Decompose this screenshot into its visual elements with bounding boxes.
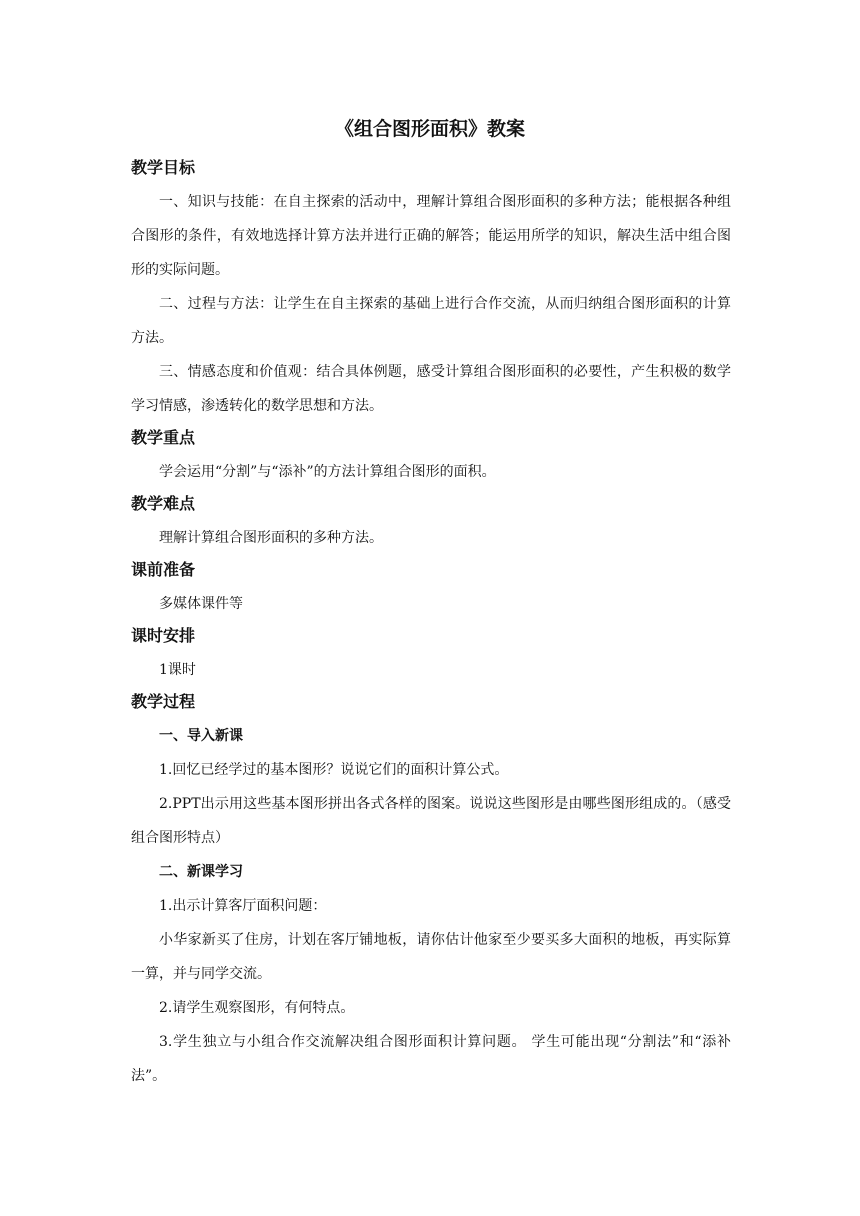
goal-paragraph-2: 二、过程与方法：让学生在自主探索的基础上进行合作交流，从而归纳组合图形面积的计算方法。 (131, 296, 731, 346)
process-part2-item-3: 2.请学生观察图形，有何特点。 (159, 1000, 355, 1016)
difficulty-paragraph: 理解计算组合图形面积的多种方法。 (159, 530, 383, 546)
schedule-paragraph: 1课时 (159, 662, 196, 678)
section-heading-key: 教学重点 (131, 428, 196, 447)
section-heading-process: 教学过程 (131, 692, 196, 711)
process-part2-item-4: 3.学生独立与小组合作交流解决组合图形面积计算问题。 学生可能出现“分割法”和“添补法”。 (131, 1034, 731, 1084)
prep-paragraph: 多媒体课件等 (159, 596, 243, 612)
section-heading-schedule: 课时安排 (131, 626, 196, 645)
process-subheading-2: 二、新课学习 (159, 864, 243, 880)
document-body (131, 153, 731, 1093)
process-part1-item-2: 2.PPT出示用这些基本图形拼出各式各样的图案。说说这些图形是由哪些图形组成的。（感受组合图形特点） (131, 796, 731, 846)
key-paragraph: 学会运用“分割”与“添补”的方法计算组合图形的面积。 (159, 464, 496, 480)
section-heading-goals: 教学目标 (131, 158, 196, 177)
process-part2-item-2: 小华家新买了住房，计划在客厅铺地板，请你估计他家至少要买多大面积的地板，再实际算一算，并与同学交流。 (131, 932, 731, 982)
goal-paragraph-3: 三、情感态度和价值观：结合具体例题，感受计算组合图形面积的必要性，产生积极的数学学习情感，渗透转化的数学思想和方法。 (131, 364, 731, 414)
process-part1-item-1: 1.回忆已经学过的基本图形？说说它们的面积计算公式。 (159, 762, 509, 778)
document-title: 《组合图形面积》教案 (334, 118, 525, 140)
section-heading-prep: 课前准备 (131, 560, 196, 579)
process-part2-item-1: 1.出示计算客厅面积问题： (159, 898, 327, 914)
process-subheading-1: 一、导入新课 (159, 728, 243, 744)
goal-paragraph-1: 一、知识与技能：在自主探索的活动中，理解计算组合图形面积的多种方法；能根据各种组合图形的条件，有效地选择计算方法并进行正确的解答；能运用所学的知识，解决生活中组合图形的实际问题。 (131, 194, 731, 278)
section-heading-difficulty: 教学难点 (131, 494, 196, 513)
